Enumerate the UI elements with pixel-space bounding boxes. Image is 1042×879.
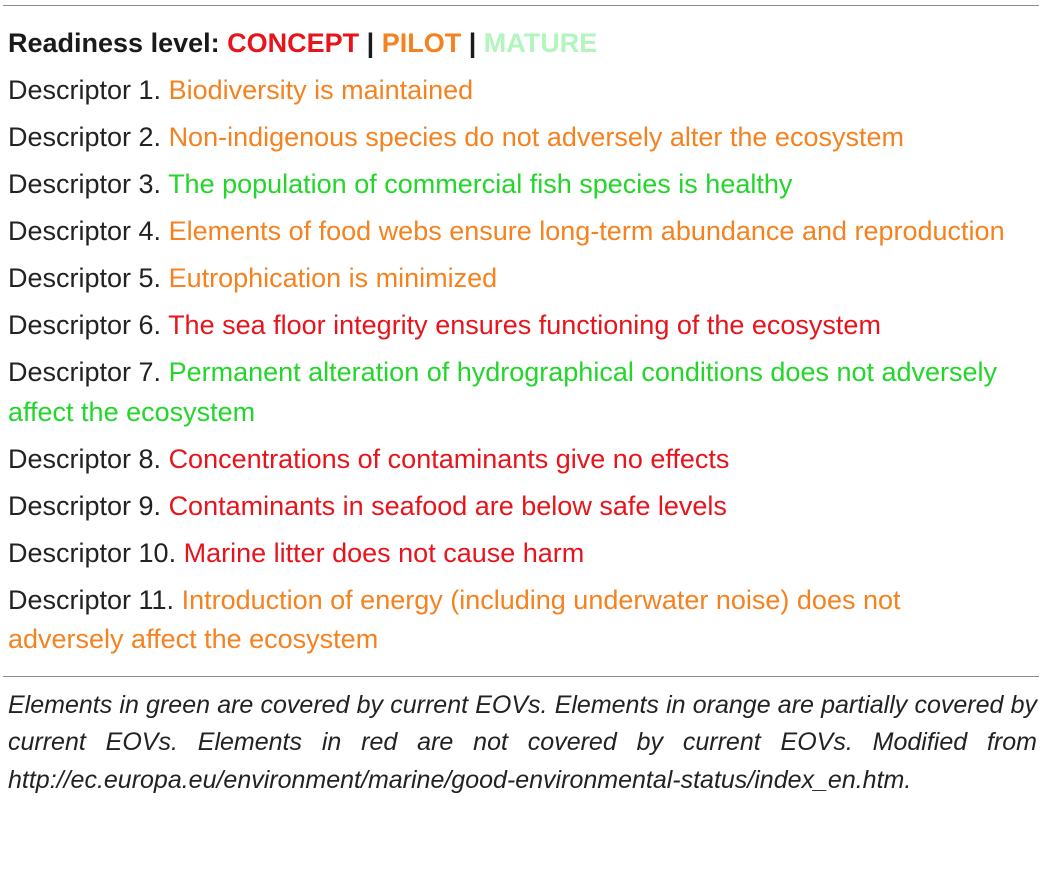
level-separator: | [461,28,484,58]
level-pilot: PILOT [381,28,462,58]
descriptor-row [8,534,1008,574]
readiness-table [3,5,1039,799]
descriptor-label: Descriptor 8. [8,443,169,474]
descriptor-text: Contaminants in seafood are below safe levels [168,490,727,521]
descriptor-text: Biodiversity is maintained [168,75,474,105]
descriptor-text: The sea floor integrity ensures functioning of the ecosystem [168,310,881,340]
descriptor-text: Eutrophication is minimized [168,263,498,293]
descriptor-label: Descriptor 6. [8,310,169,340]
level-mature: MATURE [483,28,598,58]
descriptor-text: Introduction of energy (including underwater noise) does not adversely affect the ecosystem [8,584,901,654]
level-concept: CONCEPT [227,28,360,58]
descriptor-row [8,259,1008,299]
descriptor-label: Descriptor 7. [8,357,169,387]
descriptor-text: Concentrations of contaminants give no effects [168,443,730,474]
readiness-prefix: Readiness level: [8,28,228,58]
descriptor-label: Descriptor 9. [8,490,169,521]
descriptor-row [8,212,1008,252]
descriptor-label: Descriptor 1. [8,75,169,105]
descriptor-text: Marine litter does not cause harm [183,537,585,568]
descriptor-row [8,487,1008,527]
table-footnote: Elements in green are covered by current EOVs. Elements in orange are partially covered by current EOVs. Elements in red are not covered by current EOVs. Modified from http://ec.europa.eu/environment/marine/good-environmental-status/index_en.htm. [8,690,1037,794]
descriptor-label: Descriptor 10. [8,537,184,568]
descriptor-text: Permanent alteration of hydrographical conditions does not adversely affect the ecosystem [8,357,998,427]
descriptor-label: Descriptor 2. [8,122,169,152]
descriptor-label: Descriptor 3. [8,169,169,199]
descriptor-row [8,165,1008,205]
level-separator: | [359,28,382,58]
readiness-header [3,6,1039,61]
descriptor-label: Descriptor 5. [8,263,169,293]
descriptor-row [8,353,1008,432]
descriptor-row [8,440,1008,480]
descriptor-row [8,306,1008,346]
descriptor-row [8,71,1008,111]
descriptor-text: Elements of food webs ensure long-term abundance and reproduction [168,216,1005,246]
descriptor-label: Descriptor 11. [8,584,182,615]
descriptor-text: The population of commercial fish species is healthy [168,169,793,199]
descriptor-text: Non-indigenous species do not adversely alter the ecosystem [168,122,904,152]
descriptor-label: Descriptor 4. [8,216,169,246]
descriptor-row [8,118,1008,158]
descriptor-row [8,581,1008,660]
descriptor-list [3,71,1039,660]
